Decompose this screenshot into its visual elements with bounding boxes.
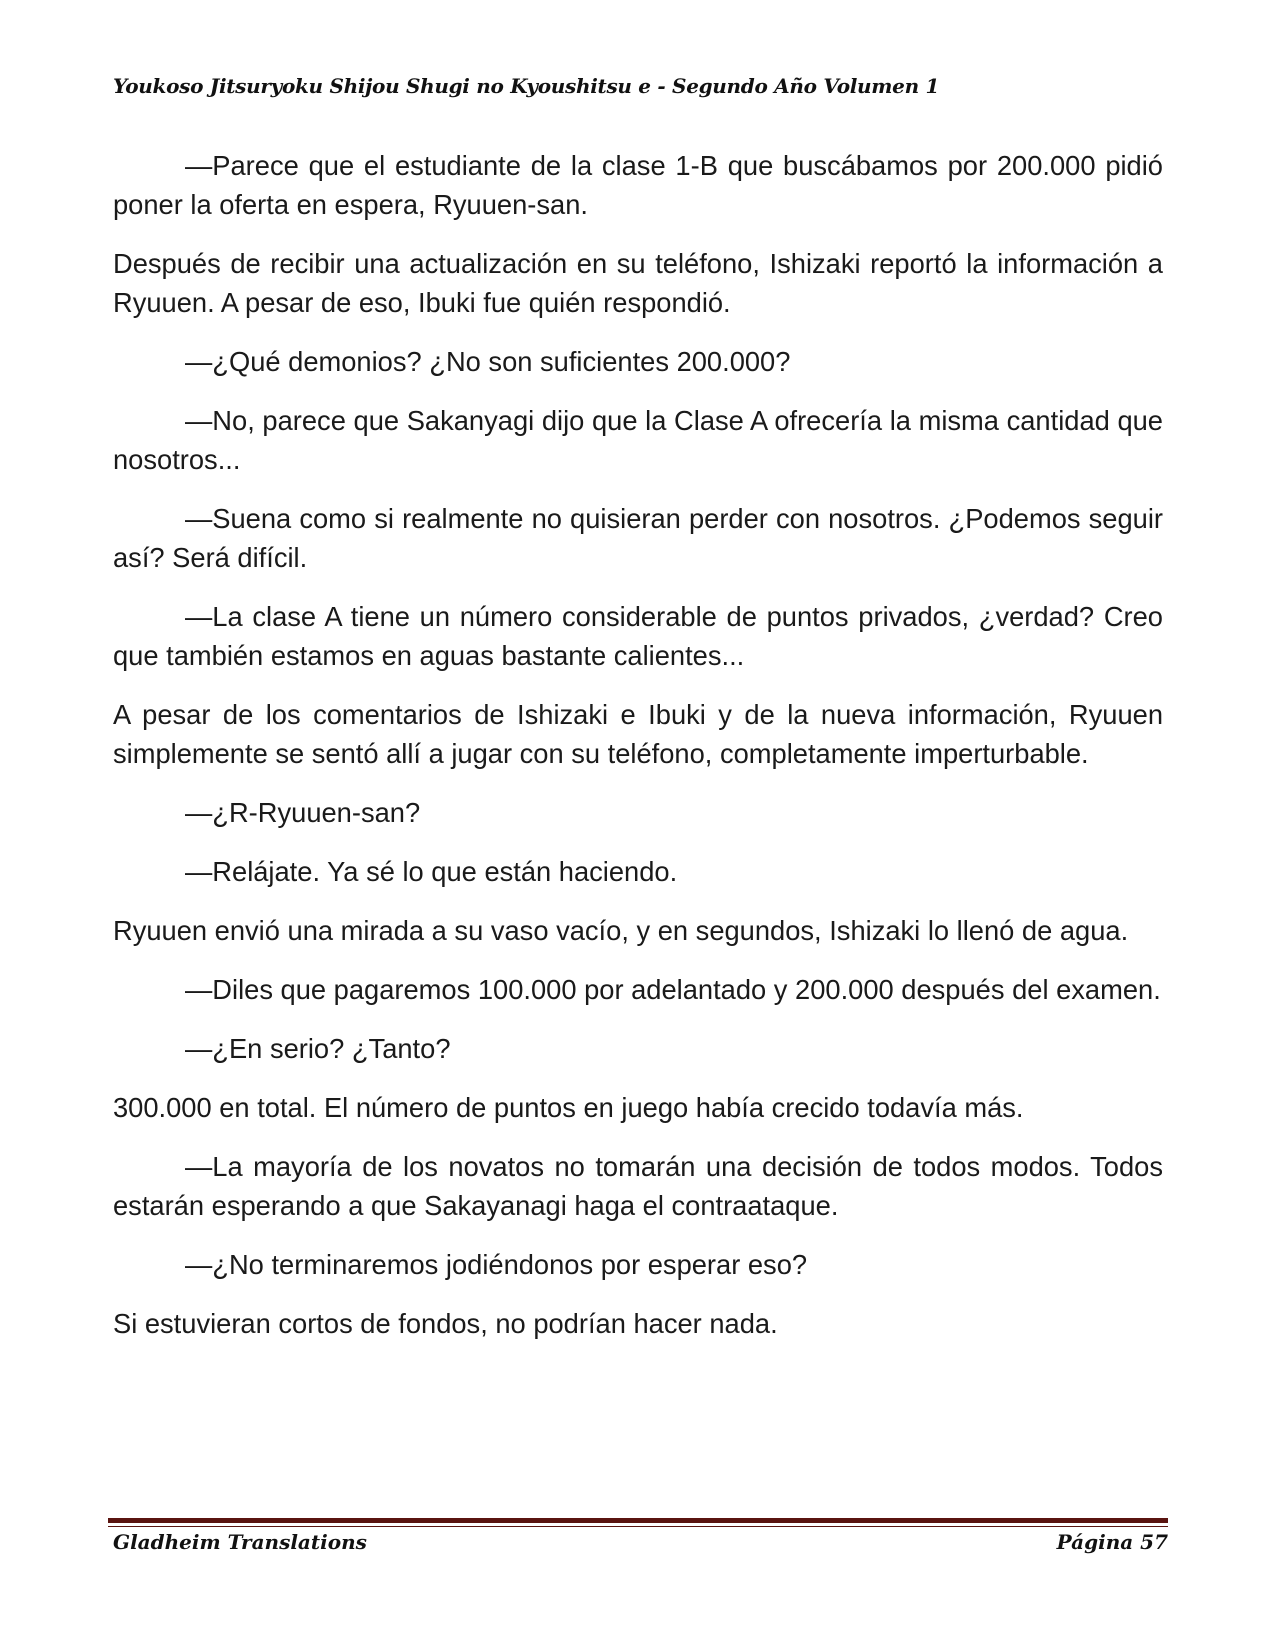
paragraph-8: —¿R-Ryuuen-san?: [185, 797, 421, 828]
body-text: [113, 146, 1163, 1363]
paragraph-15: —¿No terminaremos jodiéndonos por esperar eso?: [185, 1249, 808, 1280]
footer-publisher: Gladheim Translations: [113, 1530, 367, 1554]
paragraph-10: Ryuuen envió una mirada a su vaso vacío, y en segundos, Ishizaki lo llenó de agua.: [113, 915, 1129, 946]
paragraph-14: —La mayoría de los novatos no tomarán una decisión de todos modos. Todos estarán esperando a que Sakayanagi haga el contraataque.: [113, 1151, 1163, 1221]
running-header-title: Youkoso Jitsuryoku Shijou Shugi no Kyoushitsu e - Segundo Año Volumen 1: [113, 74, 940, 98]
footer-rule-thin: [108, 1526, 1168, 1527]
paragraph-9: —Relájate. Ya sé lo que están haciendo.: [185, 856, 678, 887]
paragraph-6: —La clase A tiene un número considerable de puntos privados, ¿verdad? Creo que también estamos en aguas bastante calientes...: [113, 601, 1163, 671]
footer-page-number: Página 57: [1056, 1530, 1168, 1554]
footer-rule: [108, 1518, 1168, 1523]
paragraph-2: Después de recibir una actualización en su teléfono, Ishizaki reportó la información a Ryuuen. A pesar de eso, Ibuki fue quién respondió.: [113, 248, 1163, 318]
paragraph-7: A pesar de los comentarios de Ishizaki e Ibuki y de la nueva información, Ryuuen simplemente se sentó allí a jugar con su teléfono, completamente imperturbable.: [113, 699, 1163, 769]
paragraph-12: —¿En serio? ¿Tanto?: [185, 1033, 451, 1064]
paragraph-13: 300.000 en total. El número de puntos en juego había crecido todavía más.: [113, 1092, 1024, 1123]
paragraph-5: —Suena como si realmente no quisieran perder con nosotros. ¿Podemos seguir así? Será difícil.: [113, 503, 1163, 573]
paragraph-16: Si estuvieran cortos de fondos, no podrían hacer nada.: [113, 1308, 778, 1339]
paragraph-1: —Parece que el estudiante de la clase 1-B que buscábamos por 200.000 pidió poner la oferta en espera, Ryuuen-san.: [113, 150, 1163, 220]
paragraph-11: —Diles que pagaremos 100.000 por adelantado y 200.000 después del examen.: [185, 974, 1161, 1005]
paragraph-4: —No, parece que Sakanyagi dijo que la Clase A ofrecería la misma cantidad que nosotros...: [113, 405, 1163, 475]
paragraph-3: —¿Qué demonios? ¿No son suficientes 200.000?: [185, 346, 791, 377]
